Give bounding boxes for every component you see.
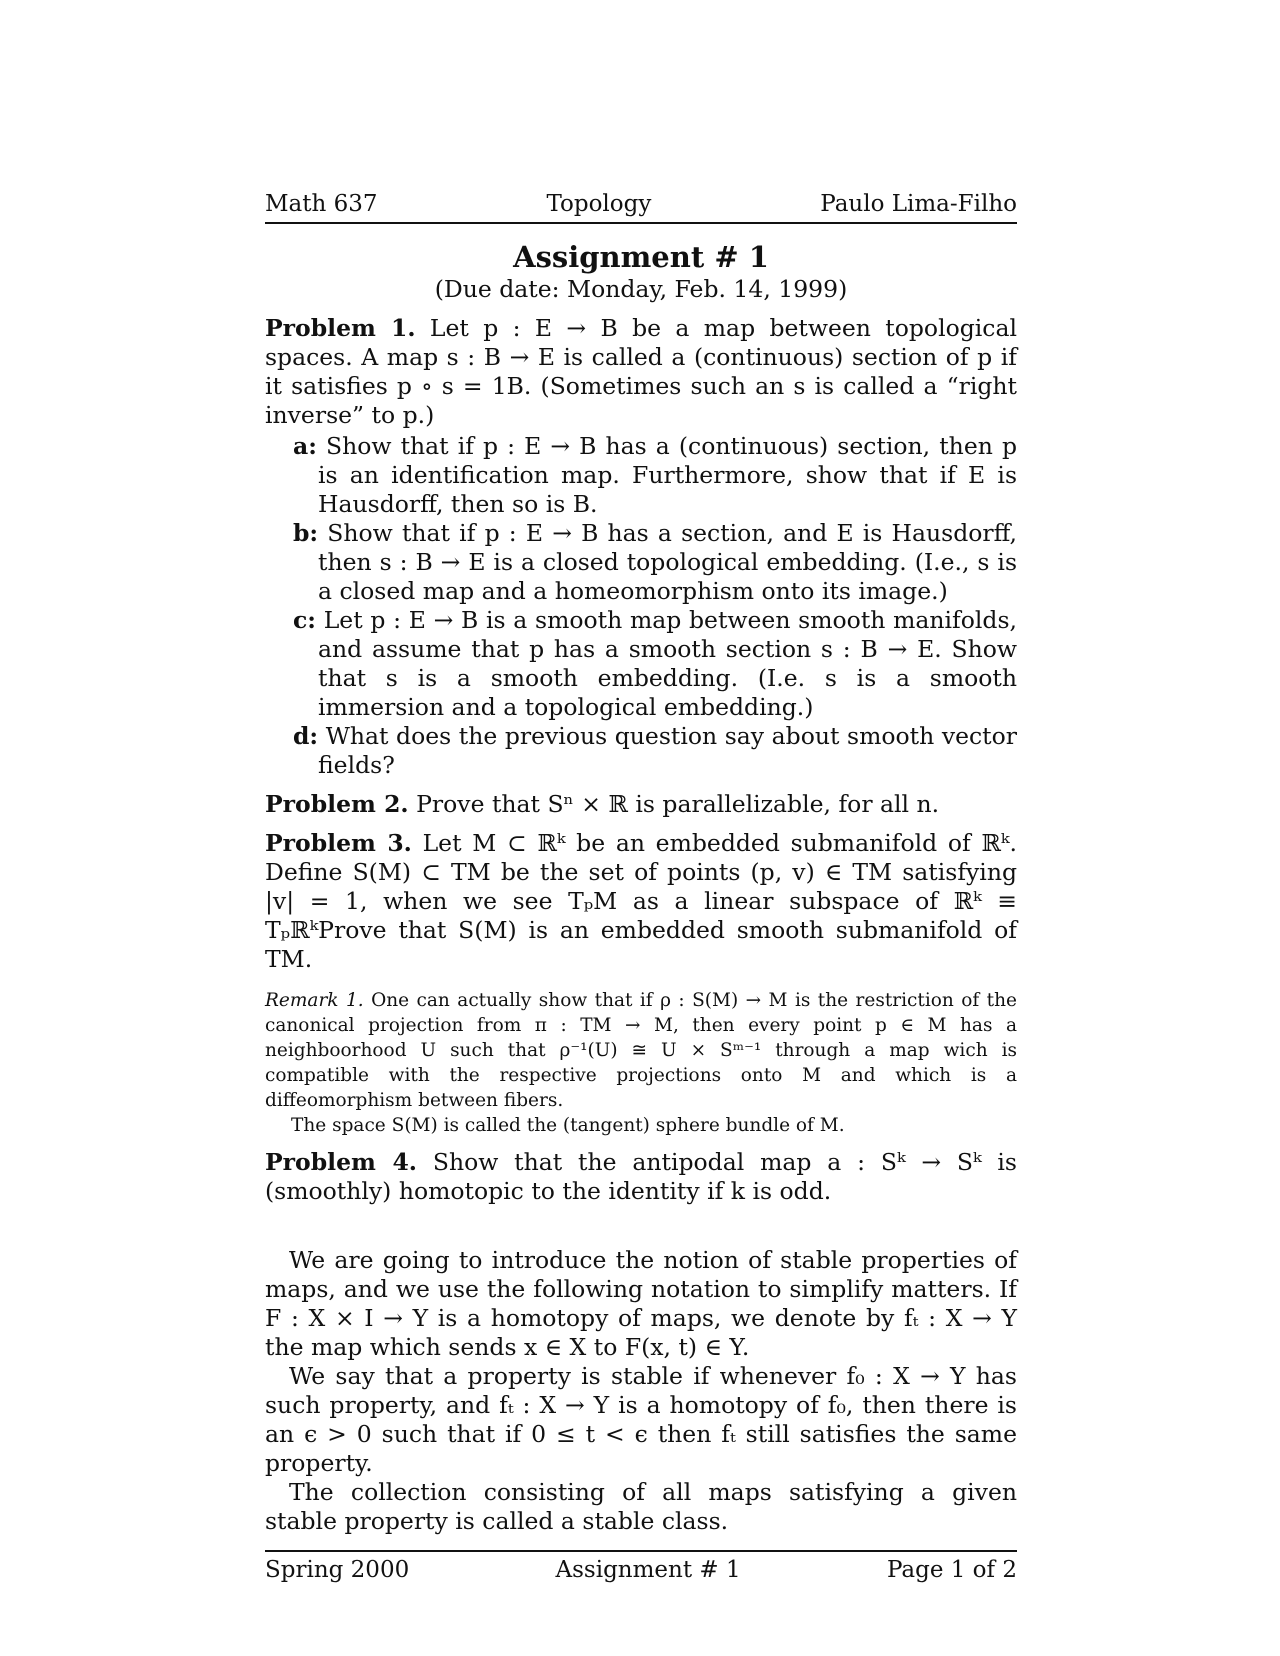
part-c-text: Let p : E → B is a smooth map between smooth manifolds, and assume that p has a smooth section s : B → E. Show that s is a smooth embedding. (I.e. s is a smooth immersion and a topological embedding.) [318, 606, 1017, 721]
stable-properties-section [265, 1246, 1017, 1536]
paragraph: We say that a property is stable if whenever f₀ : X → Y has such property, and fₜ : X → Y is a homotopy of f₀, then there is an ϵ > 0 such that if 0 ≤ t < ϵ then fₜ still satisfies the same property. [265, 1362, 1017, 1477]
problem-3 [265, 829, 1017, 974]
assignment-title: Assignment # 1 [513, 240, 769, 274]
part-d-label: d: [293, 722, 319, 750]
course-title: Topology [546, 191, 652, 217]
problem-2-label: Problem 2. [265, 790, 409, 818]
problem-1-text: Let p : E → B be a map between topological spaces. A map s : B → E is called a (continuous) section of p if it satisfies p ∘ s = 1B. (Sometimes such an s is called a “right inverse” to p.) [265, 314, 1017, 429]
remark-1 [265, 988, 1017, 1138]
footer-assignment: Assignment # 1 [555, 1557, 741, 1583]
part-b-text: Show that if p : E → B has a section, and E is Hausdorff, then s : B → E is a closed topological embedding. (I.e., s is a closed map and a homeomorphism onto its image.) [318, 519, 1017, 605]
problem-1-parts [293, 432, 1017, 780]
page-number: Page 1 of 2 [886, 1557, 1017, 1583]
part-b-label: b: [293, 519, 319, 547]
part-c-label: c: [293, 606, 316, 634]
problem-1-label: Problem 1. [265, 314, 416, 342]
course-number: Math 637 [265, 191, 378, 217]
part-a-text: Show that if p : E → B has a (continuous) section, then p is an identification map. Furthermore, show that if E is Hausdorff, then so is B. [318, 432, 1017, 518]
paragraph: We are going to introduce the notion of stable properties of maps, and we use the following notation to simplify matters. If F : X × I → Y is a homotopy of maps, we denote by fₜ : X → Y the map which sends x ∈ X to F(x, t) ∈ Y. [265, 1246, 1017, 1361]
part-a-label: a: [293, 432, 317, 460]
problem-2-text: Prove that Sⁿ × ℝ is parallelizable, for all n. [416, 790, 940, 818]
due-date: (Due date: Monday, Feb. 14, 1999) [434, 275, 848, 303]
part-b [293, 519, 1017, 606]
problem-1 [265, 314, 1017, 430]
remark-sphere-bundle: The space S(M) is called the (tangent) sphere bundle of M. [291, 1115, 845, 1136]
part-a [293, 432, 1017, 519]
running-header [265, 190, 1017, 222]
paragraph: The collection consisting of all maps satisfying a given stable property is called a stable class. [265, 1478, 1017, 1535]
header-rule [265, 222, 1017, 224]
part-d [293, 722, 1017, 780]
problem-4-text: Show that the antipodal map a : Sᵏ → Sᵏ is (smoothly) homotopic to the identity if k is odd. [265, 1148, 1017, 1205]
part-d-text: What does the previous question say about smooth vector fields? [318, 722, 1017, 779]
problem-4 [265, 1148, 1017, 1206]
remark-label: Remark 1. [265, 990, 364, 1011]
problem-3-text: Let M ⊂ ℝᵏ be an embedded submanifold of ℝᵏ. Define S(M) ⊂ TM be the set of points (p, v) ∈ TM satisfying |v| = 1, when we see TₚM as a linear subspace of ℝᵏ ≡ TₚℝᵏProve that S(M) is an embedded smooth submanifold of TM. [265, 829, 1017, 973]
running-footer [265, 1552, 1017, 1585]
instructor-name: Paulo Lima-Filho [820, 191, 1017, 217]
document-page [265, 190, 1017, 1585]
problem-4-label: Problem 4. [265, 1148, 417, 1176]
part-c [293, 606, 1017, 722]
problem-2 [265, 790, 1017, 819]
problem-3-label: Problem 3. [265, 829, 412, 857]
semester: Spring 2000 [265, 1557, 410, 1583]
remark-text: One can actually show that if ρ : S(M) → M is the restriction of the canonical projection from π : TM → M, then every point p ∈ M has a neighboorhood U such that ρ⁻¹(U) ≅ U × Sᵐ⁻¹ through a map wich is compatible with the respective projections onto M and which is a diffeomorphism between fibers. [265, 990, 1017, 1111]
